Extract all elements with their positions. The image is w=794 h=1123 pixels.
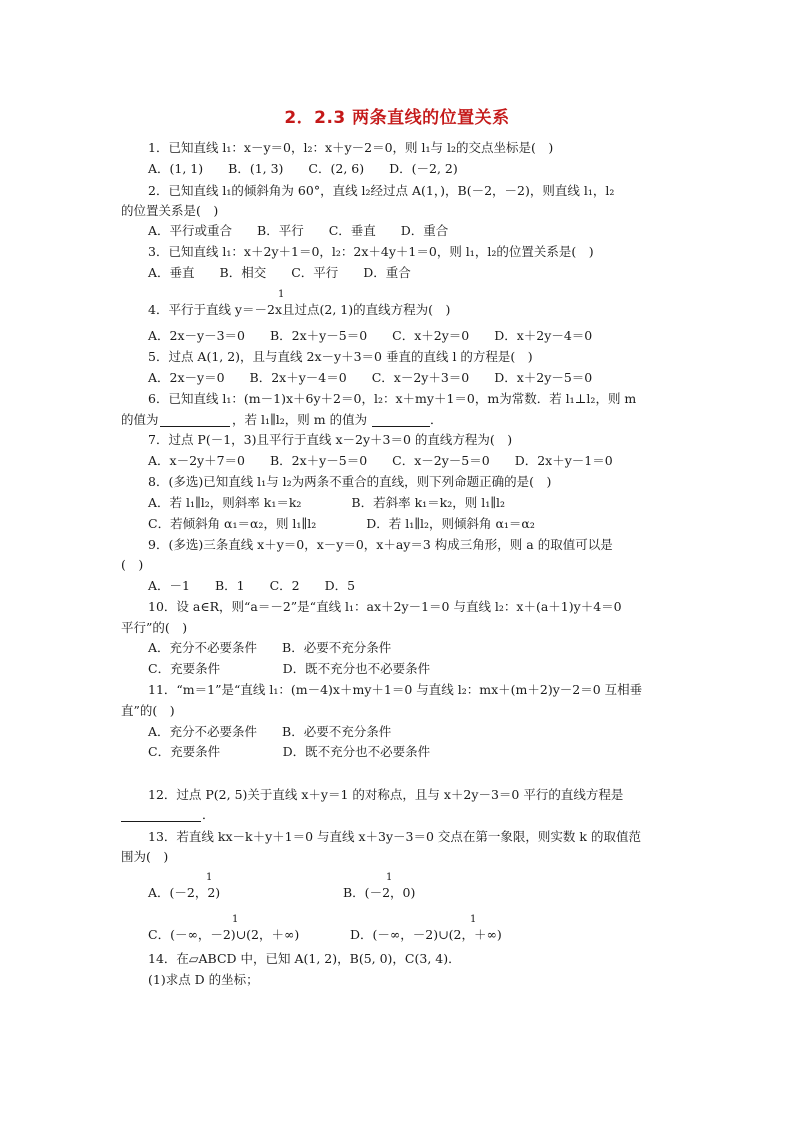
question-8: 8．(多选)已知直线 l₁与 l₂为两条不重合的直线，则下列命题正确的是( ): [148, 474, 552, 489]
question-9: 9．(多选)三条直线 x＋y＝0，x－y＝0，x＋ay＝3 构成三角形，则 a 的取值可以是: [148, 537, 613, 552]
question-5-options: A．2x－y＝0 B．2x＋y－4＝0 C．x－2y＋3＝0 D．x＋2y－5＝0: [148, 370, 593, 385]
question-11: 11．“m＝1”是“直线 l₁：(m－4)x＋my＋1＝0 与直线 l₂：mx＋(m＋2)y－2＝0 互相垂: [148, 682, 643, 697]
question-11-options-ab: A．充分不必要条件 B．必要不充分条件: [148, 724, 392, 739]
question-2-options: A．平行或重合 B．平行 C．垂直 D．重合: [148, 223, 449, 238]
question-10-continued: 平行”的( ): [121, 620, 188, 635]
fraction-numerator: 1: [206, 872, 213, 883]
question-10: 10．设 a∈R，则“a＝－2”是“直线 l₁：ax＋2y－1＝0 与直线 l₂：x＋(a＋1)y＋4＝0: [148, 599, 622, 614]
question-6-continued-a: 的值为: [121, 412, 159, 427]
question-11-continued: 直”的( ): [121, 703, 175, 718]
question-13-option-b: B．(－2，0): [343, 885, 416, 900]
question-10-options-cd: C．充要条件 D．既不充分也不必要条件: [148, 661, 431, 676]
answer-blank[interactable]: [160, 426, 230, 427]
question-3-options: A．垂直 B．相交 C．平行 D．重合: [148, 265, 411, 280]
question-7-options: A．x－2y＋7＝0 B．2x＋y－5＝0 C．x－2y－5＝0 D．2x＋y－1＝0: [148, 453, 613, 468]
question-8-options-ab: A．若 l₁∥l₂，则斜率 k₁＝k₂ B．若斜率 k₁＝k₂，则 l₁∥l₂: [148, 495, 506, 510]
question-13-option-a: A．(－2，2): [148, 885, 221, 900]
question-3: 3．已知直线 l₁：x＋2y＋1＝0，l₂：2x＋4y＋1＝0，则 l₁，l₂的位置关系是( ): [148, 244, 594, 259]
question-4: 4．平行于直线 y＝－2x且过点(2, 1)的直线方程为( ): [148, 302, 451, 317]
question-8-options-cd: C．若倾斜角 α₁＝α₂，则 l₁∥l₂ D．若 l₁∥l₂，则倾斜角 α₁＝α₂: [148, 516, 535, 531]
question-1: 1．已知直线 l₁：x－y＝0，l₂：x＋y－2＝0，则 l₁与 l₂的交点坐标是( ): [148, 140, 554, 155]
question-6-continued-c: ．: [430, 412, 443, 427]
question-13-continued: 围为( ): [121, 849, 169, 864]
question-2-continued: 的位置关系是( ): [121, 203, 219, 218]
question-4-options: A．2x－y－3＝0 B．2x＋y－5＝0 C．x＋2y＝0 D．x＋2y－4＝0: [148, 328, 593, 343]
question-11-options-cd: C．充要条件 D．既不充分也不必要条件: [148, 744, 431, 759]
fraction-numerator: 1: [470, 914, 477, 925]
question-13-option-c: C．(－∞，－2)∪(2，＋∞): [148, 927, 300, 942]
question-12: 12．过点 P(2, 5)关于直线 x＋y＝1 的对称点，且与 x＋2y－3＝0 平行的直线方程是: [148, 787, 624, 802]
question-1-options: A．(1, 1) B．(1, 3) C．(2, 6) D．(－2, 2): [148, 161, 458, 176]
question-2: 2．已知直线 l₁的倾斜角为 60°，直线 l₂经过点 A(1，)，B(－2，－2)，则直线 l₁，l₂: [148, 183, 615, 198]
question-13-option-d: D．(－∞，－2)∪(2，＋∞): [350, 927, 502, 942]
question-13: 13．若直线 kx－k＋y＋1＝0 与直线 x＋3y－3＝0 交点在第一象限，则实数 k 的取值范: [148, 829, 641, 844]
question-14: 14．在▱ABCD 中，已知 A(1, 2)，B(5, 0)，C(3, 4)．: [148, 951, 461, 966]
fraction-numerator: 1: [278, 289, 285, 300]
fraction-numerator: 1: [386, 872, 393, 883]
question-9-options: A．－1 B．1 C．2 D．5: [148, 578, 356, 593]
answer-blank[interactable]: [121, 821, 201, 822]
question-7: 7．过点 P(－1，3)且平行于直线 x－2y＋3＝0 的直线方程为( ): [148, 432, 513, 447]
question-14-part-1: (1)求点 D 的坐标；: [148, 972, 259, 987]
question-5: 5．过点 A(1, 2)，且与直线 2x－y＋3＝0 垂直的直线 l 的方程是( ): [148, 349, 533, 364]
question-12-continued: ．: [202, 807, 215, 822]
question-6: 6．已知直线 l₁：(m－1)x＋6y＋2＝0，l₂：x＋my＋1＝0，m为常数．若 l₁⊥l₂，则 m: [148, 391, 637, 406]
question-9-continued: ( ): [121, 557, 144, 572]
question-6-continued-b: ，若 l₁∥l₂，则 m 的值为: [232, 412, 368, 427]
fraction-numerator: 1: [232, 914, 239, 925]
page-title: 2．2.3 两条直线的位置关系: [284, 108, 510, 128]
question-10-options-ab: A．充分不必要条件 B．必要不充分条件: [148, 640, 392, 655]
answer-blank[interactable]: [372, 426, 430, 427]
